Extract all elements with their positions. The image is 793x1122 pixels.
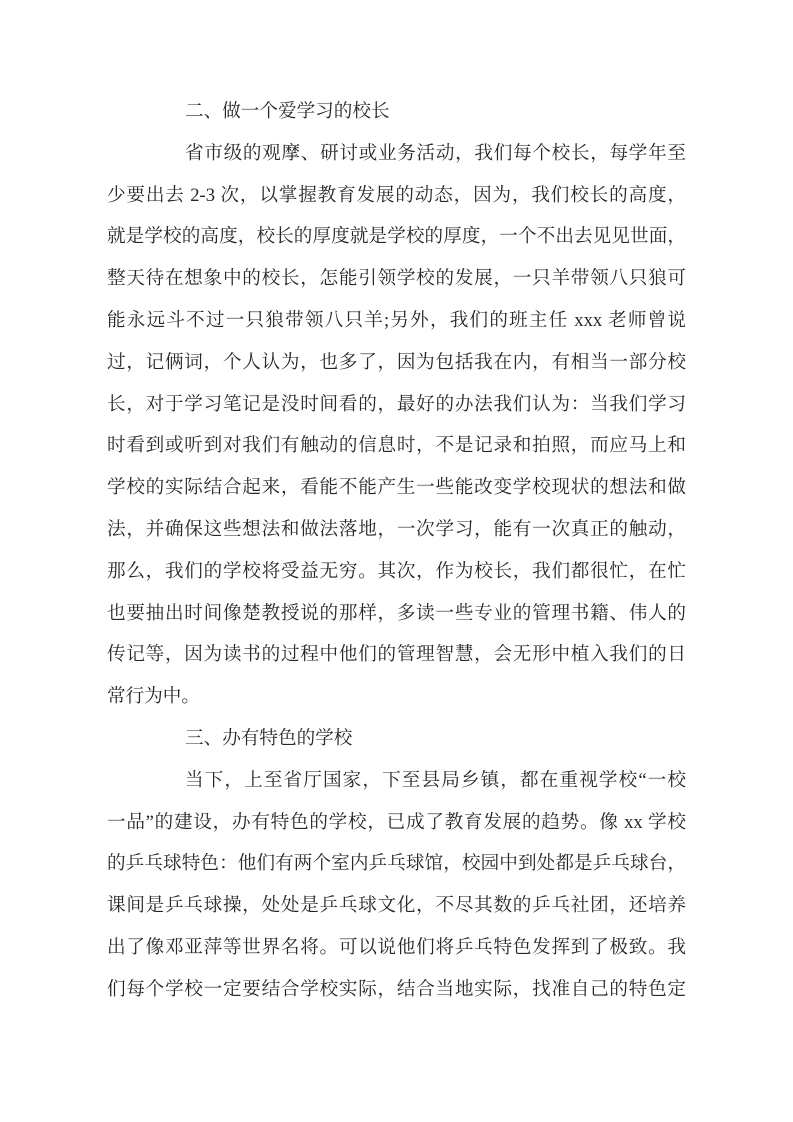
body-line: 就是学校的高度，校长的厚度就是学校的厚度，一个不出去见见世面， xyxy=(107,226,686,248)
body-line: 出了像邓亚萍等世界名将。可以说他们将乒乓特色发挥到了极致。我 xyxy=(107,936,686,958)
body-line: 的乒乓球特色：他们有两个室内乒乓球馆，校园中到处都是乒乓球台， xyxy=(107,853,686,875)
heading-line: 二、做一个爱学习的校长 xyxy=(185,101,390,122)
body-line: 常行为中。 xyxy=(107,686,200,708)
body-line: 课间是乒乓球操，处处是乒乓球文化，不尽其数的乒乓社团，还培养 xyxy=(107,895,686,917)
body-line: 学校的实际结合起来，看能不能产生一些能改变学校现状的想法和做 xyxy=(107,477,686,499)
body-line: 一品”的建设，办有特色的学校，已成了教育发展的趋势。像 xx 学校 xyxy=(107,811,686,833)
body-line: 能永远斗不过一只狼带领八只羊;另外，我们的班主任 xxx 老师曾说 xyxy=(107,309,686,331)
body-line: 整天待在想象中的校长，怎能引领学校的发展，一只羊带领八只狼可 xyxy=(107,268,686,290)
body-line: 那么，我们的学校将受益无穷。其次，作为校长，我们都很忙，在忙 xyxy=(107,560,686,582)
body-line: 传记等，因为读书的过程中他们的管理智慧，会无形中植入我们的日 xyxy=(107,644,686,666)
body-line: 当下，上至省厅国家，下至县局乡镇，都在重视学校“一校 xyxy=(185,769,686,791)
heading-line: 三、办有特色的学校 xyxy=(185,727,353,749)
body-line: 少要出去 2-3 次，以掌握教育发展的动态，因为，我们校长的高度， xyxy=(107,184,686,206)
body-line: 省市级的观摩、研讨或业务活动，我们每个校长，每学年至 xyxy=(185,142,686,164)
body-line: 法，并确保这些想法和做法落地，一次学习，能有一次真正的触动， xyxy=(107,518,686,540)
body-line: 长，对于学习笔记是没时间看的，最好的办法我们认为：当我们学习 xyxy=(107,393,686,415)
body-line: 们每个学校一定要结合学校实际，结合当地实际，找准自己的特色定 xyxy=(107,978,686,1000)
body-line: 也要抽出时间像楚教授说的那样，多读一些专业的管理书籍、伟人的 xyxy=(107,602,686,624)
body-line: 时看到或听到对我们有触动的信息时，不是记录和拍照，而应马上和 xyxy=(107,435,686,457)
body-line: 过，记俩词，个人认为，也多了，因为包括我在内，有相当一部分校 xyxy=(107,351,686,373)
